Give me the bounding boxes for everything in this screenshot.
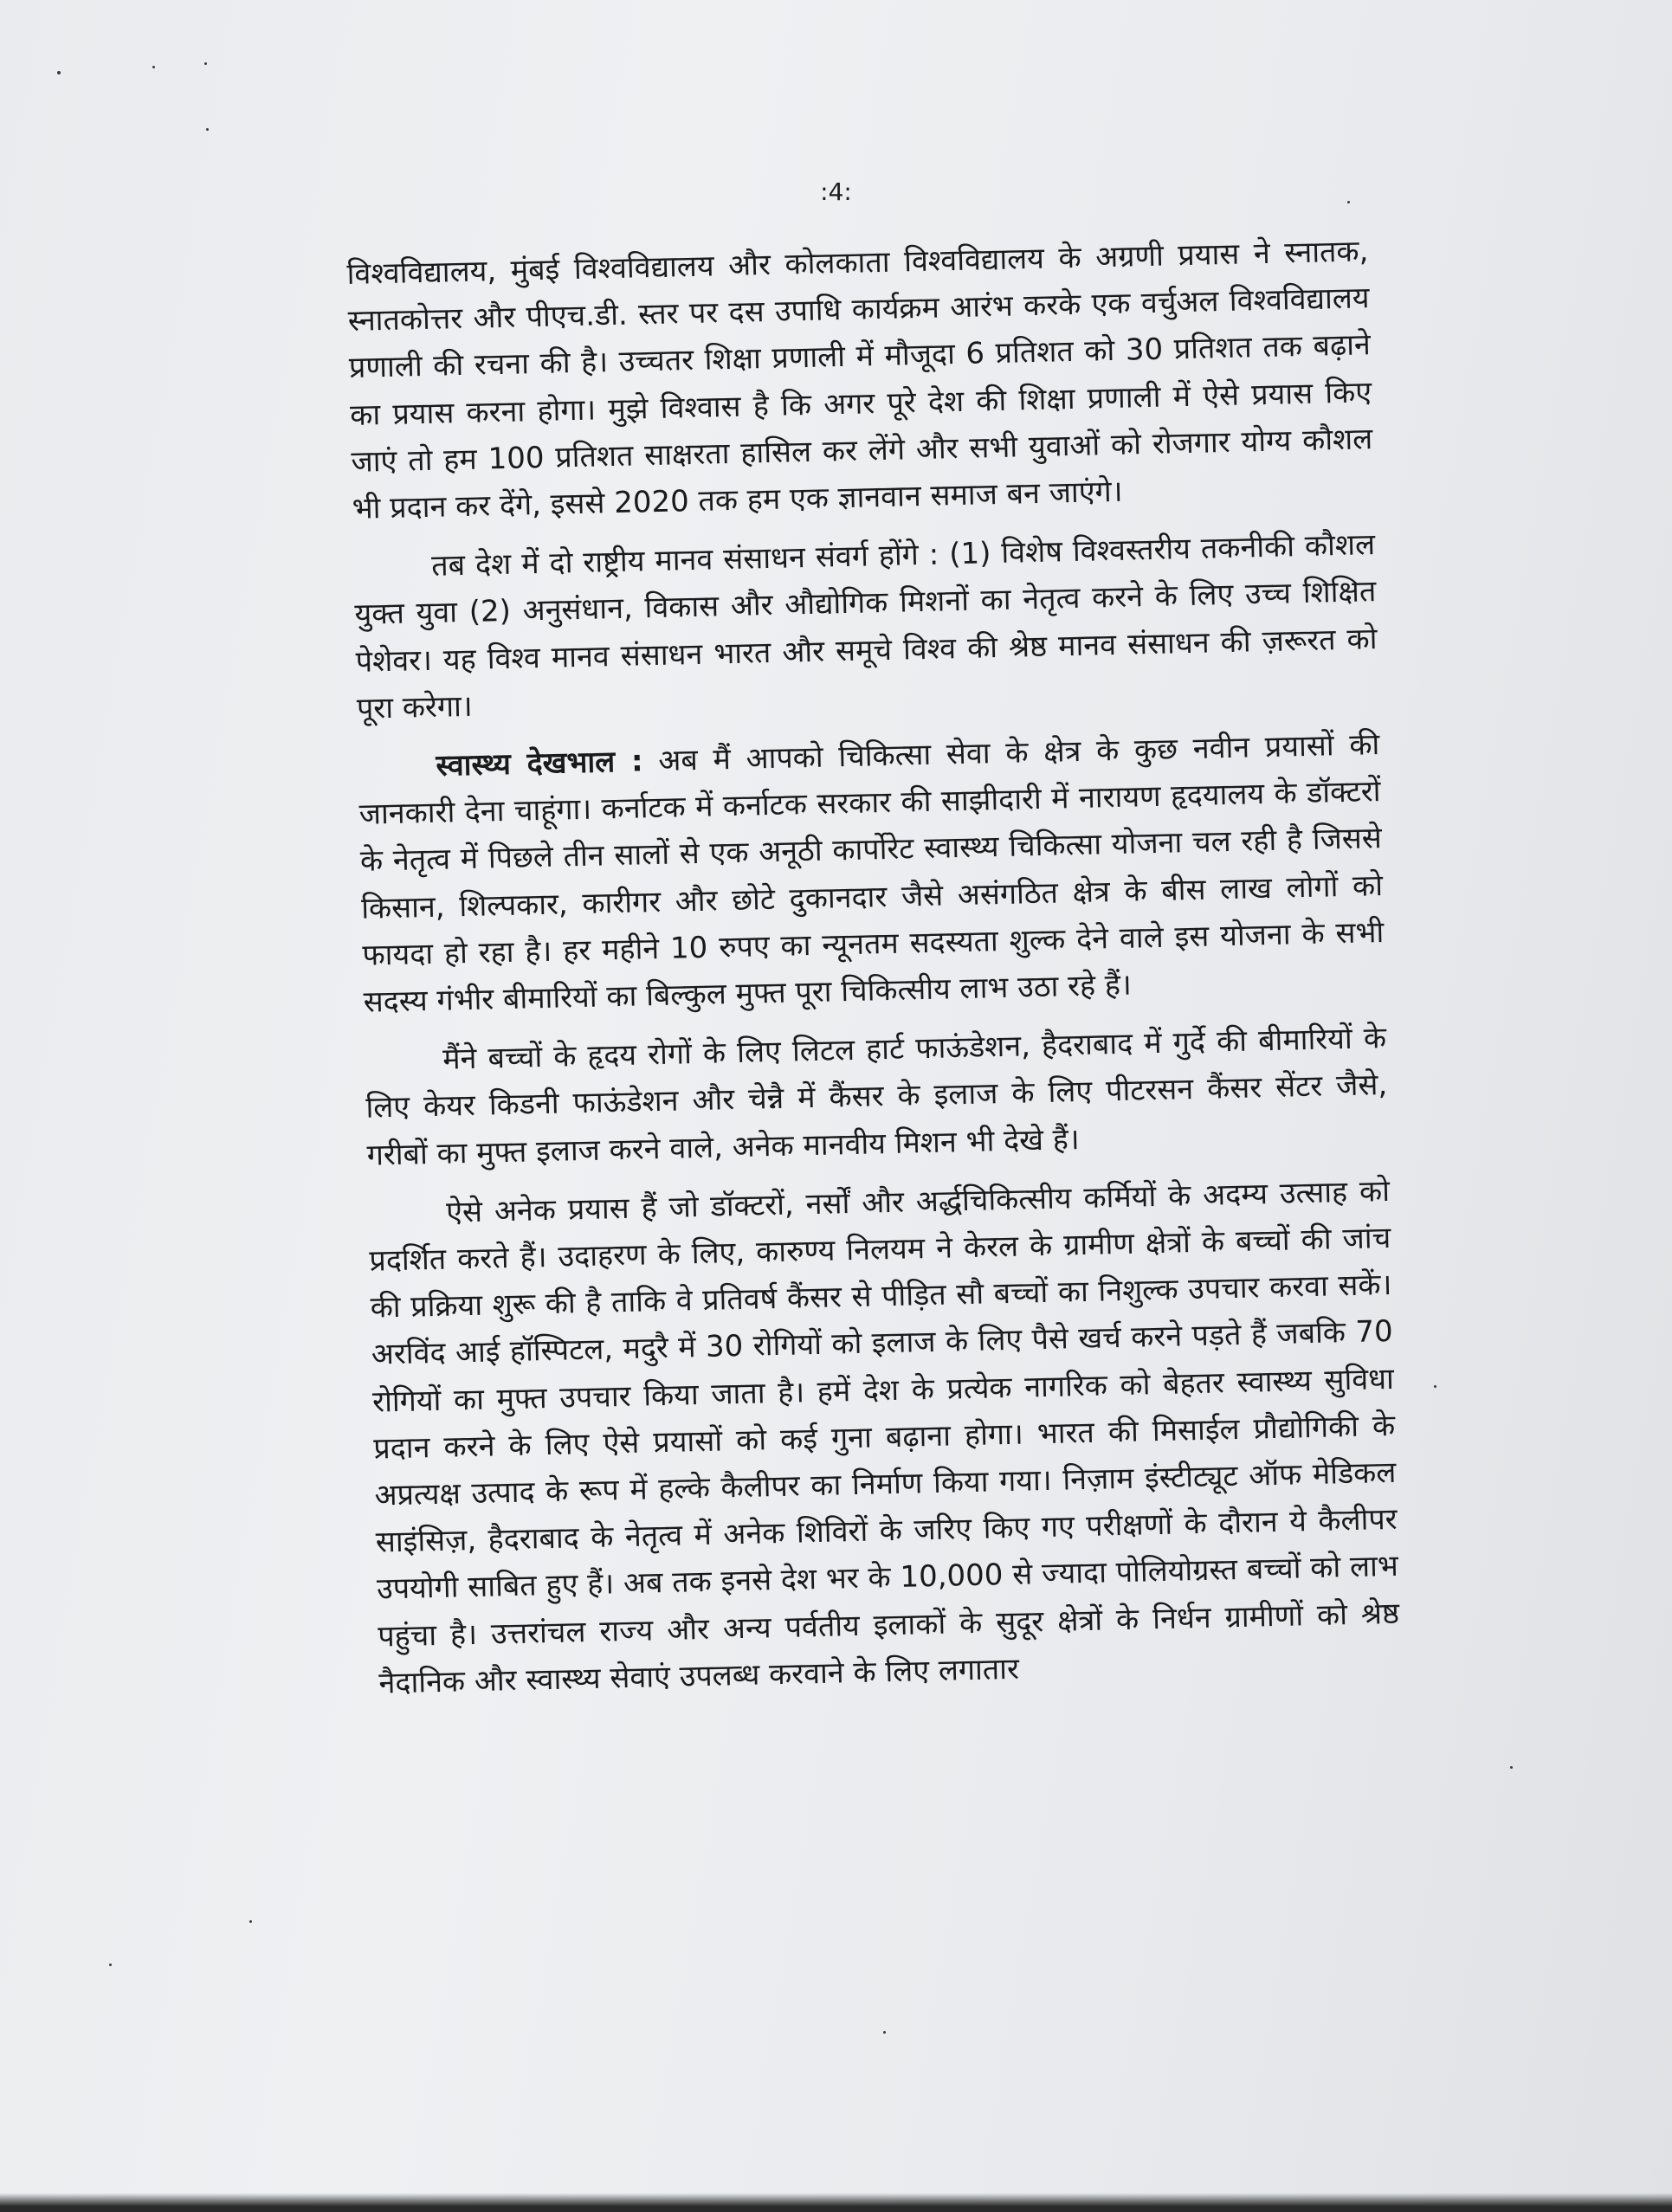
paper-speck [204, 62, 207, 65]
paper-speck [57, 71, 61, 74]
page-number: :4: [820, 177, 852, 206]
paper-speck [152, 66, 155, 68]
paper-speck [883, 2031, 886, 2034]
paper-speck [249, 1920, 252, 1923]
section-heading-health-care: स्वास्थ्य देखभाल : [436, 744, 644, 784]
paragraph-human-resources: तब देश में दो राष्ट्रीय मानव संसाधन संवर्ग होंगे : (1) विशेष विश्वस्तरीय तकनीकी कौशल युक्त युवा (2) अनुसंधान, विकास और औद्योगिक मिशनों का नेतृत्व करने के लिए उच्च शिक्षित पेशेवर। यह विश्व मानव संसाधन भारत और समूचे विश्व की श्रेष्ठ मानव संसाधन की ज़रूरत को पूरा करेगा। [354, 527, 1378, 726]
paper-speck [206, 128, 209, 131]
paper-speck [109, 1964, 112, 1966]
page-bottom-shadow [0, 2193, 1672, 2212]
paragraph-education-continued: विश्वविद्यालय, मुंबई विश्वविद्यालय और कोलकाता विश्वविद्यालय के अग्रणी प्रयास ने स्नातक, स्नातकोत्तर और पीएच.डी. स्तर पर दस उपाधि कार्यक्रम आरंभ करके एक वर्चुअल विश्वविद्यालय प्रणाली की रचना की है। उच्चतर शिक्षा प्रणाली में मौजूदा 6 प्रतिशत को 30 प्रतिशत तक बढ़ाने का प्रयास करना होगा। मुझे विश्वास है कि अगर पूरे देश की शिक्षा प्रणाली में ऐसे प्रयास किए जाएं तो हम 100 प्रतिशत साक्षरता हासिल कर लेंगे और सभी युवाओं को रोजगार योग्य कौशल भी प्रदान कर देंगे, इससे 2020 तक हम एक ज्ञानवान समाज बन जाएंगे। [346, 234, 1373, 526]
paragraph-medical-efforts: ऐसे अनेक प्रयास हैं जो डॉक्टरों, नर्सों और अर्द्धचिकित्सीय कर्मियों के अदम्य उत्साह को प्रदर्शित करते हैं। उदाहरण के लिए, कारुण्य निलयम ने केरल के ग्रामीण क्षेत्रों के बच्चों की जांच की प्रक्रिया शुरू की है ताकि वे प्रतिवर्ष कैंसर से पीड़ित सौ बच्चों का निशुल्क उपचार करवा सकें। अरविंद आई हॉस्पिटल, मदुरै में 30 रोगियों को इलाज के लिए पैसे खर्च करने पड़ते हैं जबकि 70 रोगियों का मुफ्त उपचार किया जाता है। हमें देश के प्रत्येक नागरिक को बेहतर स्वास्थ्य सुविधा प्रदान करने के लिए ऐसे प्रयासों को कई गुना बढ़ाना होगा। भारत की मिसाईल प्रौद्योगिकी के अप्रत्यक्ष उत्पाद के रूप में हल्के कैलीपर का निर्माण किया गया। निज़ाम इंस्टीट्यूट ऑफ मेडिकल साइंसिज़, हैदराबाद के नेतृत्व में अनेक शिविरों के जरिए किए गए परीक्षणों के दौरान ये कैलीपर उपयोगी साबित हुए हैं। अब तक इनसे देश भर के 10,000 से ज्यादा पोलियोग्रस्त बच्चों को लाभ पहुंचा है। उत्तरांचल राज्य और अन्य पर्वतीय इलाकों के सुदूर क्षेत्रों के निर्धन ग्रामीणों को श्रेष्ठ नैदानिक और स्वास्थ्य सेवाएं उपलब्ध करवाने के लिए लगातार [369, 1173, 1400, 1701]
paper-speck [1434, 1385, 1436, 1388]
paragraph-health-care [358, 721, 1385, 1026]
paragraph-health-care-text: अब मैं आपको चिकित्सा सेवा के क्षेत्र के कुछ नवीन प्रयासों की जानकारी देना चाहूंगा। कर्नाटक में कर्नाटक सरकार की साझीदारी में नारायण हृदयालय के डॉक्टरों के नेतृत्व में पिछले तीन सालों से एक अनूठी कार्पोरेट स्वास्थ्य चिकित्सा योजना चल रही है जिससे किसान, शिल्पकार, कारीगर और छोटे दुकानदार जैसे असंगठित क्षेत्र के बीस लाख लोगों को फायदा हो रहा है। हर महीने 10 रुपए का न्यूनतम सदस्यता शुल्क देने वाले इस योजना के सभी सदस्य गंभीर बीमारियों का बिल्कुल मुफ्त पूरा चिकित्सीय लाभ उठा रहे हैं। [358, 727, 1385, 1020]
body-text [346, 228, 1401, 1719]
paper-speck [1510, 1766, 1513, 1769]
paragraph-humanitarian-missions: मैंने बच्चों के हृदय रोगों के लिए लिटल हार्ट फाऊंडेशन, हैदराबाद में गुर्दे की बीमारियों के लिए केयर किडनी फाऊंडेशन और चेन्नै में कैंसर के इलाज के लिए पीटरसन कैंसर सेंटर जैसे, गरीबों का मुफ्त इलाज करने वाले, अनेक मानवीय मिशन भी देखे हैं। [365, 1021, 1388, 1173]
